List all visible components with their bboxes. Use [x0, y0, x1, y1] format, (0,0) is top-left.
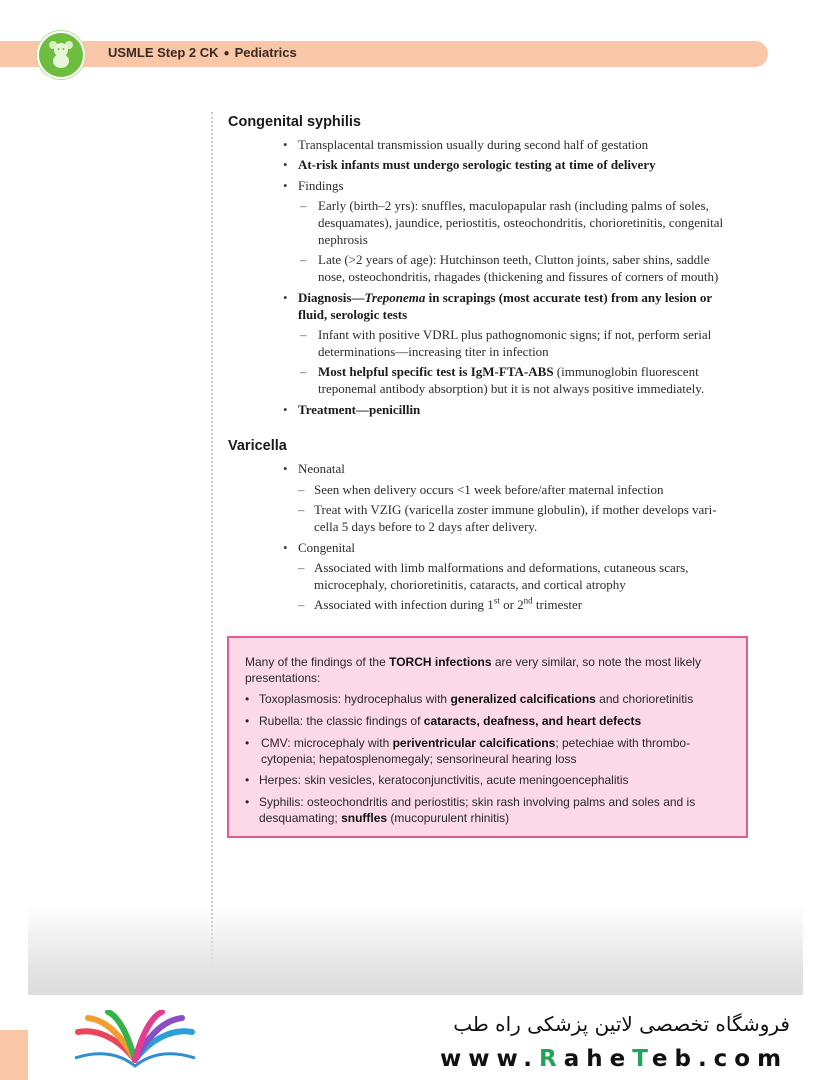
dash-marker: – — [300, 198, 307, 213]
callout-text: Many of the findings of the — [245, 655, 390, 669]
findings-early-line1: Early (birth–2 yrs): snuffles, maculopapular rash (including palms of soles, — [318, 198, 709, 213]
syphilis-serologic-testing: At-risk infants must undergo serologic testing at time of delivery — [298, 157, 656, 172]
bullet-marker: • — [283, 290, 288, 305]
callout-bold: snuffles — [341, 811, 388, 825]
callout-rubella — [259, 713, 641, 729]
dash-marker: – — [298, 482, 305, 497]
margin-divider — [211, 112, 213, 967]
dash-marker: – — [298, 560, 305, 575]
callout-intro-line2: presentations: — [245, 671, 321, 685]
diagnosis-text: in scrapings (most accurate test) from any lesion or — [425, 290, 713, 305]
callout-text: Rubella: the classic findings of — [259, 714, 424, 728]
callout-bullet: • — [245, 736, 250, 750]
header-separator: ● — [223, 48, 230, 59]
syphilis-transmission: Transplacental transmission usually during second half of gestation — [298, 137, 649, 152]
callout-text: and chorioretinitis — [595, 692, 694, 706]
trimester-sup-nd: nd — [523, 595, 533, 606]
page-bottom-shadow — [28, 905, 803, 995]
bullet-marker: • — [283, 157, 288, 172]
store-url — [440, 1046, 788, 1072]
footer-side-strip — [0, 1030, 28, 1080]
callout-intro-line1 — [245, 654, 701, 670]
findings-late-line2: nose, osteochondritis, rhagades (thickening and fissures of corners of mouth) — [318, 269, 719, 284]
diagnosis-vdrl-line1: Infant with positive VDRL plus pathognomonic signs; if not, perform serial — [318, 327, 712, 342]
syphilis-findings: Findings — [298, 178, 344, 193]
callout-syphilis-line2 — [259, 810, 509, 826]
callout-bullet: • — [245, 795, 250, 809]
url-part: ahe — [563, 1046, 633, 1072]
congenital-associated-line2: microcephaly, chorioretinitis, cataracts, and cortical atrophy — [314, 577, 626, 592]
varicella-congenital: Congenital — [298, 540, 356, 555]
syphilis-diagnosis-line2: fluid, serologic tests — [298, 307, 408, 322]
findings-late-line1: Late (>2 years of age): Hutchinson teeth, Clutton joints, saber shins, saddle — [318, 252, 710, 267]
bullet-marker: • — [283, 178, 288, 193]
dash-marker: – — [300, 364, 307, 379]
dash-marker: – — [300, 327, 307, 342]
trimester-text-c: trimester — [532, 597, 583, 612]
bullet-marker: • — [283, 137, 288, 152]
callout-cmv-line2: cytopenia; hepatosplenomegaly; sensorineural hearing loss — [261, 752, 577, 766]
callout-text: ; petechiae with thrombo- — [555, 736, 691, 750]
neonatal-delivery: Seen when delivery occurs <1 week before/after maternal infection — [314, 482, 664, 497]
bullet-marker: • — [283, 402, 288, 417]
callout-text: desquamating; — [259, 811, 342, 825]
trimester-text-a: Associated with infection during 1 — [314, 597, 494, 612]
syphilis-treatment: Treatment—penicillin — [298, 402, 421, 417]
varicella-neonatal: Neonatal — [298, 461, 345, 476]
ftaabs-text: (immunoglobin fluorescent — [553, 364, 699, 379]
callout-syphilis-line1: Syphilis: osteochondritis and periostitis; skin rash involving palms and soles and is — [259, 795, 696, 809]
neonatal-treatment-line2: cella 5 days before to 2 days after delivery. — [314, 519, 538, 534]
url-part: www. — [440, 1046, 540, 1072]
treponema-term: Treponema — [364, 290, 426, 305]
congenital-trimester — [314, 596, 582, 614]
callout-bullet: • — [245, 773, 250, 787]
trimester-sup-st: st — [493, 595, 500, 606]
callout-bold: cataracts, deafness, and heart defects — [423, 714, 642, 728]
running-header — [108, 45, 297, 60]
callout-text: are very similar, so note the most likely — [491, 655, 701, 669]
congenital-associated-line1: Associated with limb malformations and deformations, cutaneous scars, — [314, 560, 689, 575]
findings-early-line3: nephrosis — [318, 232, 368, 247]
open-book-logo-icon — [70, 1010, 200, 1077]
torch-callout-box — [227, 636, 748, 838]
diagnosis-ftaabs-line2: treponemal antibody absorption) but it is not always positive immediately. — [318, 381, 705, 396]
callout-toxoplasmosis — [259, 691, 693, 707]
diagnosis-label: Diagnosis— — [298, 290, 365, 305]
url-part: eb.com — [651, 1046, 789, 1072]
torch-term: TORCH infections — [389, 655, 492, 669]
diagnosis-vdrl-line2: determinations—increasing titer in infection — [318, 344, 549, 359]
diagnosis-ftaabs-line1 — [318, 363, 699, 381]
dash-marker: – — [298, 502, 305, 517]
findings-early-line2: desquamates), jaundice, periostitis, osteochondritis, chorioretinitis, congenital — [318, 215, 724, 230]
callout-text: CMV: microcephaly with — [261, 736, 393, 750]
callout-text: Toxoplasmosis: hydrocephalus with — [259, 692, 451, 706]
neonatal-treatment-line1: Treat with VZIG (varicella zoster immune globulin), if mother develops vari- — [314, 502, 717, 517]
url-part: R — [539, 1046, 564, 1072]
callout-cmv-line1 — [261, 735, 690, 751]
syphilis-diagnosis-line1 — [298, 289, 712, 307]
teddy-bear-logo-icon — [37, 31, 85, 79]
callout-bullet: • — [245, 714, 250, 728]
ftaabs-bold: Most helpful specific test is IgM-FTA-ABS — [318, 364, 554, 379]
callout-herpes: Herpes: skin vesicles, keratoconjunctivitis, acute meningoencephalitis — [259, 773, 629, 787]
bullet-marker: • — [283, 540, 288, 555]
dash-marker: – — [298, 597, 305, 612]
callout-text: (mucopurulent rhinitis) — [387, 811, 510, 825]
chapter-title: Pediatrics — [234, 45, 297, 60]
callout-bold: generalized calcifications — [450, 692, 596, 706]
book-title: USMLE Step 2 CK — [108, 45, 219, 60]
section-title-varicella: Varicella — [228, 438, 287, 454]
url-part: T — [632, 1046, 652, 1072]
callout-bullet: • — [245, 692, 250, 706]
trimester-text-b: or 2 — [499, 597, 524, 612]
bullet-marker: • — [283, 461, 288, 476]
callout-bold: periventricular calcifications — [392, 736, 556, 750]
dash-marker: – — [300, 252, 307, 267]
store-name-persian: فروشگاه تخصصی لاتین پزشکی راه طب — [453, 1012, 790, 1036]
section-title-congenital-syphilis: Congenital syphilis — [228, 114, 361, 130]
